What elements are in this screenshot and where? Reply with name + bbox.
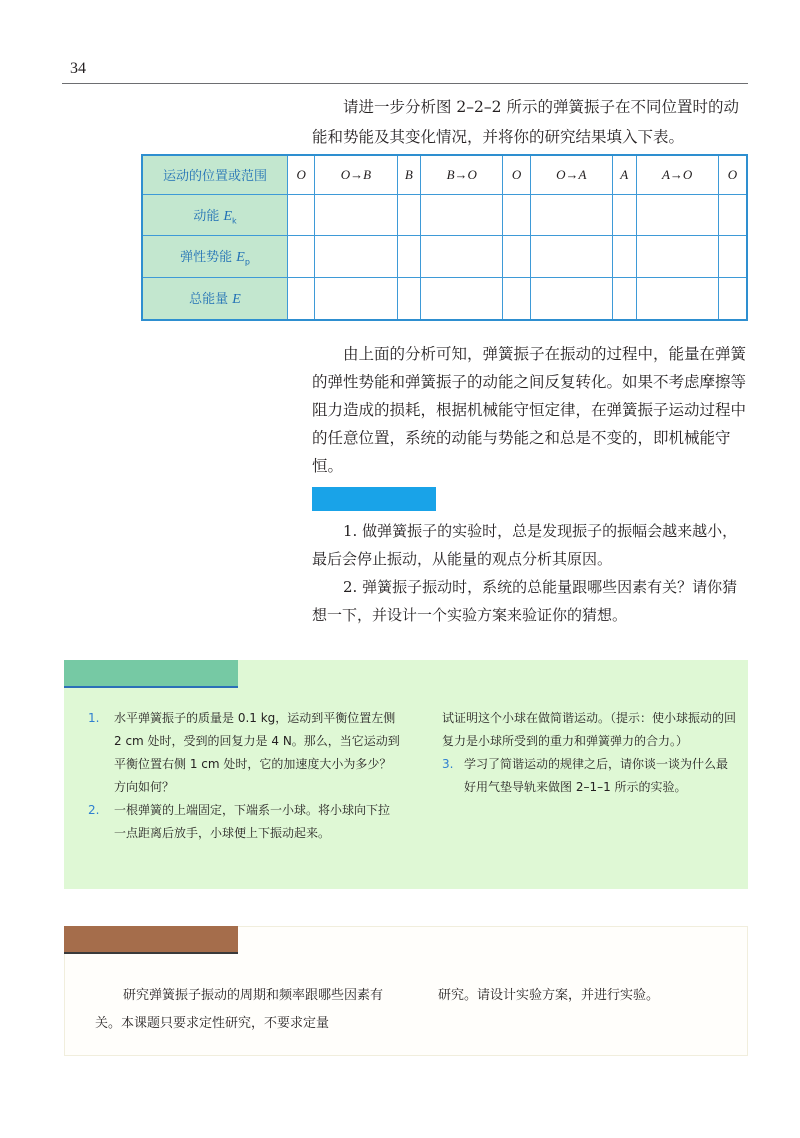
blank-cell[interactable] (503, 277, 530, 320)
blank-cell[interactable] (421, 236, 503, 278)
blank-cell[interactable] (288, 277, 315, 320)
discussion-question-2: 2. 弹簧振子振动时，系统的总能量跟哪些因素有关？请你猜想一下，并设计一个实验方案来验证你的猜想。 (312, 578, 738, 624)
exercise-column-right (442, 707, 738, 799)
blank-cell[interactable] (613, 236, 637, 278)
row-label-kinetic: 动能 $E_k$ (142, 194, 288, 236)
blank-cell[interactable] (315, 277, 397, 320)
blank-cell[interactable] (421, 194, 503, 236)
blank-cell[interactable] (288, 236, 315, 278)
row-label-potential: 弹性势能 $E_p$ (142, 236, 288, 278)
table-row (142, 236, 747, 278)
blank-cell[interactable] (397, 277, 421, 320)
position-cell: O (718, 155, 747, 194)
page-number: 34 (70, 60, 86, 77)
blank-cell[interactable] (636, 236, 718, 278)
project-text-left: 研究弹簧振子振动的周期和频率跟哪些因素有关。本课题只要求定性研究，不要求定量 (95, 988, 384, 1031)
blank-cell[interactable] (530, 194, 612, 236)
position-cell: A (613, 155, 637, 194)
blank-cell[interactable] (613, 277, 637, 320)
analysis-paragraph: 由上面的分析可知，弹簧振子在振动的过程中，能量在弹簧的弹性势能和弹簧振子的动能之间反复转化。如果不考虑摩擦等阻力造成的损耗，根据机械能守恒定律，在弹簧振子运动过程中的任意位置，系统的动能与势能之和总是不变的，即机械能守恒。 (312, 345, 747, 475)
position-cell: B→O (421, 155, 503, 194)
exercise-header-tab (64, 660, 238, 688)
discussion-section (312, 517, 750, 629)
blank-cell[interactable] (503, 236, 530, 278)
header-rule (62, 83, 748, 84)
exercise-column-left (64, 707, 400, 845)
blank-cell[interactable] (530, 277, 612, 320)
blank-cell[interactable] (397, 236, 421, 278)
blank-cell[interactable] (718, 194, 747, 236)
blank-cell[interactable] (503, 194, 530, 236)
blank-cell[interactable] (613, 194, 637, 236)
position-cell: O (503, 155, 530, 194)
intro-paragraph: 请进一步分析图 2–2–2 所示的弹簧振子在不同位置时的动能和势能及其变化情况，并将你的研究结果填入下表。 (312, 98, 739, 146)
project-header-tab (64, 926, 238, 954)
blank-cell[interactable] (530, 236, 612, 278)
discussion-header-bar (312, 487, 436, 511)
position-cell: O (288, 155, 315, 194)
energy-table (141, 154, 748, 321)
exercise-number: 2. (88, 803, 100, 817)
blank-cell[interactable] (636, 277, 718, 320)
blank-cell[interactable] (718, 236, 747, 278)
position-cell: O→B (315, 155, 397, 194)
exercise-item-3: 3. 学习了简谐运动的规律之后，请你谈一谈为什么最好用气垫导轨来做图 2–1–1 所示的实验。 (464, 753, 738, 799)
project-text-right: 研究。请设计实验方案，并进行实验。 (438, 988, 660, 1003)
blank-cell[interactable] (636, 194, 718, 236)
header-label: 运动的位置或范围 (142, 155, 288, 194)
exercise-number: 1. (88, 711, 100, 725)
table-row (142, 277, 747, 320)
position-cell: B (397, 155, 421, 194)
exercise-number: 3. (442, 757, 454, 771)
blank-cell[interactable] (315, 194, 397, 236)
exercise-item-2: 2. 一根弹簧的上端固定，下端系一小球。将小球向下拉一点距离后放手，小球便上下振动起来。 (64, 799, 400, 845)
exercise-item-1: 1. 水平弹簧振子的质量是 0.1 kg，运动到平衡位置左侧 2 cm 处时，受到的回复力是 4 N。那么，当它运动到平衡位置右侧 1 cm 处时，它的加速度大小为多少？方向如何？ (64, 707, 400, 799)
table-header-row (142, 155, 747, 194)
row-label-total: 总能量 E (142, 277, 288, 320)
exercise-item-2-continued: 试证明这个小球在做简谐运动。（提示：使小球振动的回复力是小球所受到的重力和弹簧弹力的合力。） (442, 711, 737, 748)
blank-cell[interactable] (288, 194, 315, 236)
table-row (142, 194, 747, 236)
position-cell: O→A (530, 155, 612, 194)
position-cell: A→O (636, 155, 718, 194)
discussion-question-1: 1. 做弹簧振子的实验时，总是发现振子的振幅会越来越小，最后会停止振动，从能量的观点分析其原因。 (312, 522, 738, 568)
blank-cell[interactable] (718, 277, 747, 320)
blank-cell[interactable] (315, 236, 397, 278)
blank-cell[interactable] (421, 277, 503, 320)
blank-cell[interactable] (397, 194, 421, 236)
